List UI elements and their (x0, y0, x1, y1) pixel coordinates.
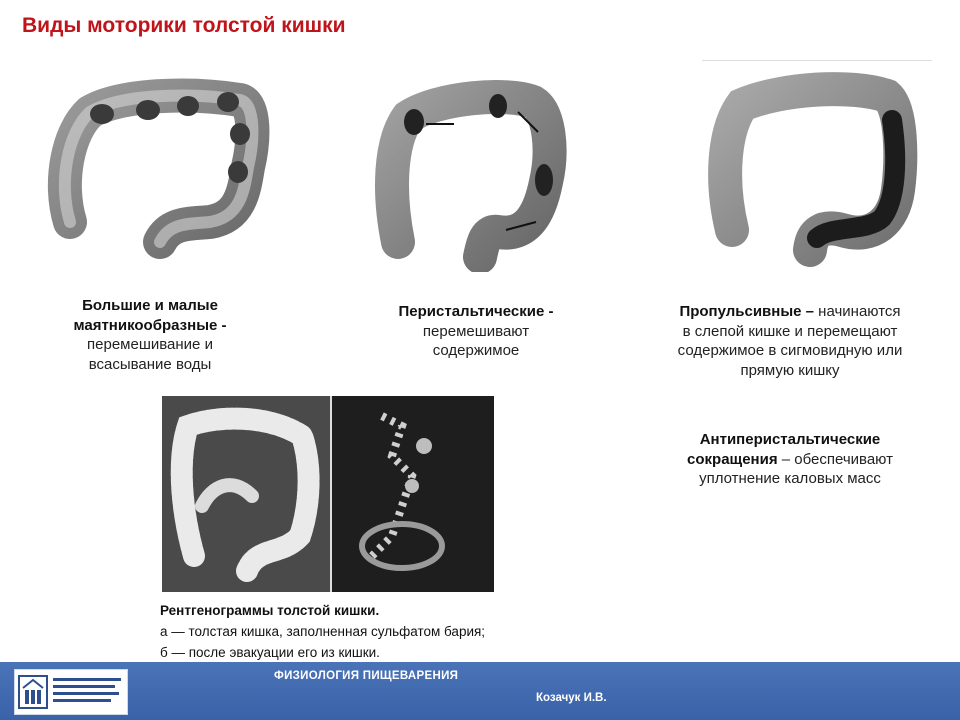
caption-pendular-title-1: Большие и малые (82, 297, 218, 314)
university-logo-icon (15, 670, 127, 714)
caption-propulsive-line-3: содержимое в сигмовидную или (677, 342, 903, 359)
caption-peristaltic-line-3: содержимое (432, 342, 520, 359)
caption-antiperistaltic-line-3: уплотнение каловых масс (699, 470, 881, 487)
caption-antiperistaltic (640, 430, 940, 489)
caption-pendular-line-4: всасывание воды (88, 355, 212, 373)
colon-propulsive-diagram (702, 60, 934, 270)
caption-pendular-title-2: маятникообразные - (73, 316, 227, 334)
colon-peristaltic-diagram (368, 72, 578, 272)
xray-caption-line-a: а — толстая кишка, заполненная сульфатом бария; (160, 624, 486, 639)
caption-pendular-line-3: перемешивание и (87, 336, 213, 353)
xray-image (162, 396, 494, 592)
caption-propulsive (640, 302, 940, 380)
author-name: Козачук И.В. (536, 692, 607, 704)
caption-antiperistaltic-title-1: Антиперистальтические (699, 431, 881, 448)
caption-propulsive-rest-1: начинаются (814, 303, 901, 320)
caption-propulsive-line-2: в слепой кишке и перемещают (682, 322, 898, 340)
course-title: ФИЗИОЛОГИЯ ПИЩЕВАРЕНИЯ (274, 670, 459, 682)
caption-peristaltic (364, 302, 588, 361)
university-logo (14, 669, 128, 715)
caption-peristaltic-line-2: перемешивают (422, 322, 530, 340)
colon-pendular-diagram (40, 72, 280, 272)
caption-propulsive-title: Пропульсивные – (679, 303, 815, 320)
caption-antiperistaltic-title-2: сокращения (687, 450, 778, 468)
slide-title: Виды моторики толстой кишки (22, 14, 346, 37)
xray-caption-title: Рентгенограммы толстой кишки. (160, 603, 380, 618)
footer-bar (0, 662, 960, 720)
xray-caption (160, 600, 485, 663)
caption-propulsive-line-4: прямую кишку (740, 361, 840, 379)
caption-pendular (40, 296, 260, 374)
xray-photo (162, 396, 494, 592)
caption-antiperistaltic-rest-2: – обеспечивают (777, 450, 893, 468)
caption-peristaltic-title: Перистальтические - (398, 303, 554, 320)
xray-caption-line-b: б — после эвакуации его из кишки. (160, 645, 380, 660)
